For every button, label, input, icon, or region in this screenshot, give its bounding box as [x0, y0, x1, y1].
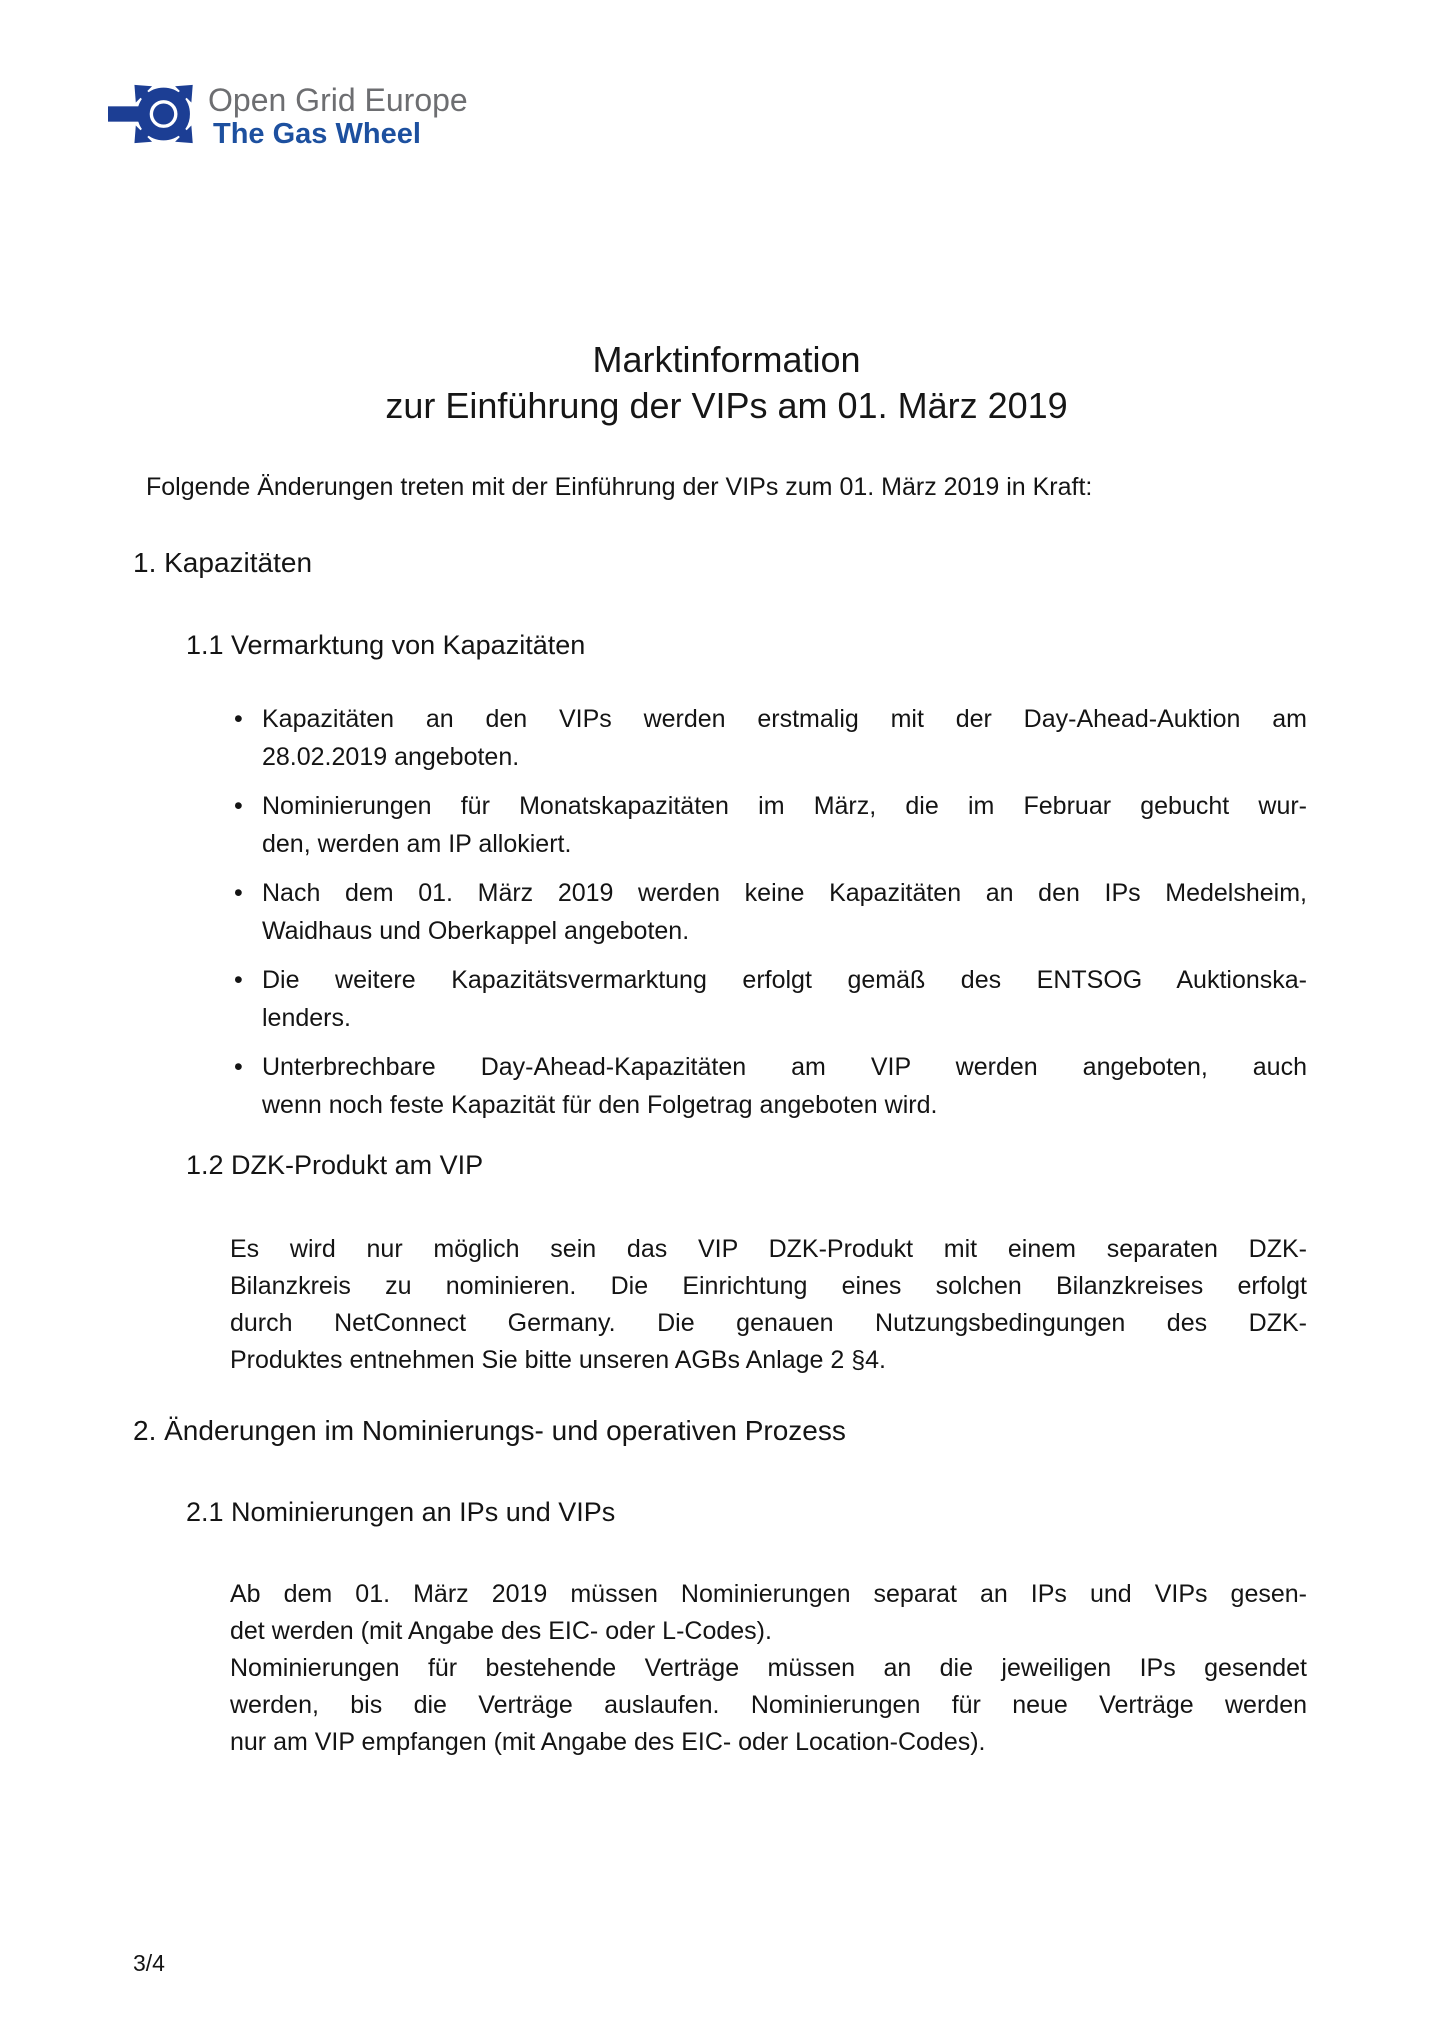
- paragraph-group: [230, 1576, 1307, 1761]
- paragraph: [230, 1576, 1307, 1650]
- text-line: Es wird nur möglich sein das VIP DZK-Produkt mit einem separaten DZK-: [230, 1235, 1307, 1263]
- text-line: Nominierungen für bestehende Verträge müssen an die jeweiligen IPs gesendet: [230, 1654, 1307, 1682]
- text-line: Bilanzkreis zu nominieren. Die Einrichtung eines solchen Bilanzkreises erfolgt: [230, 1272, 1307, 1300]
- section-1-1-heading: 1.1 Vermarktung von Kapazitäten: [186, 630, 586, 660]
- section-1-2-heading: 1.2 DZK-Produkt am VIP: [186, 1150, 484, 1180]
- section-2-1-heading: 2.1 Nominierungen an IPs und VIPs: [186, 1497, 616, 1527]
- text-line: • Unterbrechbare Day-Ahead-Kapazitäten am VIP werden angeboten, auch: [262, 1053, 1307, 1081]
- list-item: [262, 700, 1307, 776]
- text-line: durch NetConnect Germany. Die genauen Nutzungsbedingungen des DZK-: [230, 1309, 1307, 1337]
- text-line: nur am VIP empfangen (mit Angabe des EIC- oder Location-Codes).: [230, 1728, 986, 1756]
- text-line: • Nominierungen für Monatskapazitäten im März, die im Februar gebucht wur-: [262, 792, 1307, 820]
- text-line: • Die weitere Kapazitätsvermarktung erfolgt gemäß des ENTSOG Auktionska-: [262, 966, 1307, 994]
- text-line: • Nach dem 01. März 2019 werden keine Kapazitäten an den IPs Medelsheim,: [262, 879, 1307, 907]
- intro-paragraph: Folgende Änderungen treten mit der Einführung der VIPs zum 01. März 2019 in Kraft:: [146, 473, 1093, 501]
- text-line: det werden (mit Angabe des EIC- oder L-Codes).: [230, 1617, 772, 1645]
- title-line-2: zur Einführung der VIPs am 01. März 2019: [385, 385, 1068, 426]
- title-line-1: Marktinformation: [592, 339, 861, 380]
- text-line: Produktes entnehmen Sie bitte unseren AGBs Anlage 2 §4.: [230, 1346, 886, 1374]
- logo: [108, 72, 468, 156]
- list-item: [262, 787, 1307, 863]
- list-item: [262, 874, 1307, 950]
- text-line: 28.02.2019 angeboten.: [262, 743, 520, 771]
- text-line: werden, bis die Verträge auslaufen. Nominierungen für neue Verträge werden: [230, 1691, 1307, 1719]
- logo-brand: Open Grid Europe: [208, 82, 468, 118]
- section-1-heading: 1. Kapazitäten: [133, 547, 313, 578]
- section-2-heading: 2. Änderungen im Nominierungs- und operativen Prozess: [133, 1415, 846, 1446]
- list-item: [262, 961, 1307, 1037]
- logo-text: [208, 82, 468, 151]
- text-line: lenders.: [262, 1004, 351, 1032]
- paragraph: [230, 1231, 1307, 1379]
- logo-tagline: The Gas Wheel: [213, 118, 421, 150]
- page-number: 3/4: [133, 1950, 165, 1976]
- text-line: wenn noch feste Kapazität für den Folgetrag angeboten wird.: [262, 1091, 938, 1119]
- paragraph: [230, 1650, 1307, 1761]
- document-title: [146, 337, 1307, 429]
- text-line: Ab dem 01. März 2019 müssen Nominierungen separat an IPs und VIPs gesen-: [230, 1580, 1307, 1608]
- bullet-list: [262, 700, 1307, 1135]
- text-line: • Kapazitäten an den VIPs werden erstmalig mit der Day-Ahead-Auktion am: [262, 705, 1307, 733]
- list-item: [262, 1048, 1307, 1124]
- text-line: Waidhaus und Oberkappel angeboten.: [262, 917, 690, 945]
- gas-wheel-icon: [108, 72, 200, 156]
- text-line: den, werden am IP allokiert.: [262, 830, 572, 858]
